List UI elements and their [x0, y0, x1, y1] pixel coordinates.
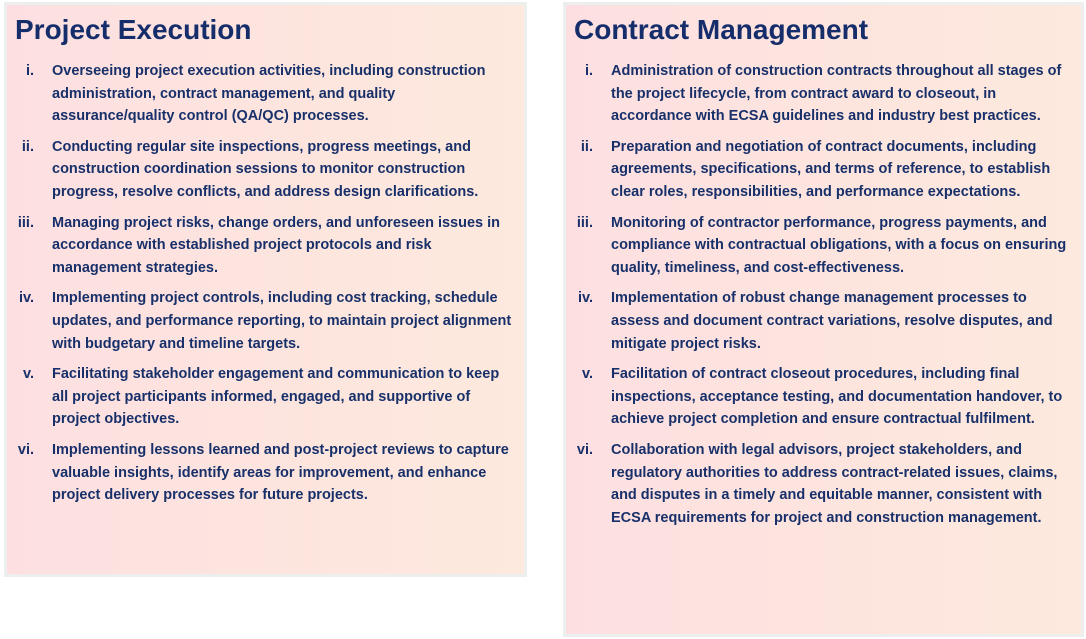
item-text: Managing project risks, change orders, and unforeseen issues in accordance with established project protocols and risk management strategies. [52, 214, 501, 276]
item-numeral: v. [581, 366, 593, 383]
item-numeral: v. [22, 366, 34, 383]
item-text: Overseeing project execution activities, including construction administration, contract management, and quality assurance/quality control (QA/QC) processes. [52, 63, 486, 125]
item-text: Facilitating stakeholder engagement and communication to keep all project participants informed, engaged, and supportive of project objectives. [52, 366, 500, 428]
item-text: Facilitation of contract closeout procedures, including final inspections, acceptance testing, and documentation handover, to achieve project completion and ensure contractual fulfilment. [611, 366, 1063, 428]
list-item [7, 287, 524, 355]
contract-management-list [566, 60, 1081, 537]
item-numeral: iv. [577, 290, 593, 307]
item-numeral: iii. [576, 214, 593, 231]
item-text: Preparation and negotiation of contract documents, including agreements, specifications, and terms of reference, to establish clear roles, responsibilities, and performance expectations. [611, 138, 1051, 200]
item-text: Administration of construction contracts throughout all stages of the project lifecycle, from contract award to closeout, in accordance with ECSA guidelines and industry best practices. [611, 63, 1062, 125]
contract-management-title: Contract Management [574, 14, 869, 45]
item-text: Implementing project controls, including cost tracking, schedule updates, and performance reporting, to maintain project alignment with budgetary and timeline targets. [52, 290, 512, 352]
list-item [7, 212, 524, 280]
list-item [7, 363, 524, 431]
item-numeral: ii. [580, 138, 593, 155]
project-execution-title: Project Execution [15, 14, 252, 45]
item-numeral: iii. [17, 214, 34, 231]
item-numeral: iv. [18, 290, 34, 307]
list-item [7, 439, 524, 507]
item-numeral: ii. [21, 138, 34, 155]
item-text: Collaboration with legal advisors, project stakeholders, and regulatory authorities to address contract-related issues, claims, and disputes in a timely and equitable manner, consistent with ECSA requirements for project and construction management. [611, 441, 1058, 526]
item-text: Conducting regular site inspections, progress meetings, and construction coordination sessions to monitor construction progress, resolve conflicts, and address design clarifications. [52, 138, 479, 200]
list-item [566, 136, 1081, 204]
list-item [566, 60, 1081, 128]
item-text: Monitoring of contractor performance, progress payments, and compliance with contractual obligations, with a focus on ensuring quality, timeliness, and cost-effectiveness. [611, 214, 1067, 276]
item-numeral: vi. [576, 441, 593, 458]
item-text: Implementation of robust change management processes to assess and document contract variations, resolve disputes, and mitigate project risks. [611, 290, 1053, 352]
list-item [566, 287, 1081, 355]
list-item [566, 439, 1081, 529]
item-numeral: i. [25, 63, 34, 79]
project-execution-panel [4, 2, 527, 577]
list-item [7, 60, 524, 128]
list-item [7, 136, 524, 204]
project-execution-list [7, 60, 524, 515]
item-numeral: vi. [17, 441, 34, 458]
list-item [566, 212, 1081, 280]
item-text: Implementing lessons learned and post-project reviews to capture valuable insights, identify areas for improvement, and enhance project delivery processes for future projects. [52, 441, 509, 504]
contract-management-panel [563, 2, 1084, 637]
item-numeral: i. [584, 63, 593, 79]
list-item [566, 363, 1081, 431]
